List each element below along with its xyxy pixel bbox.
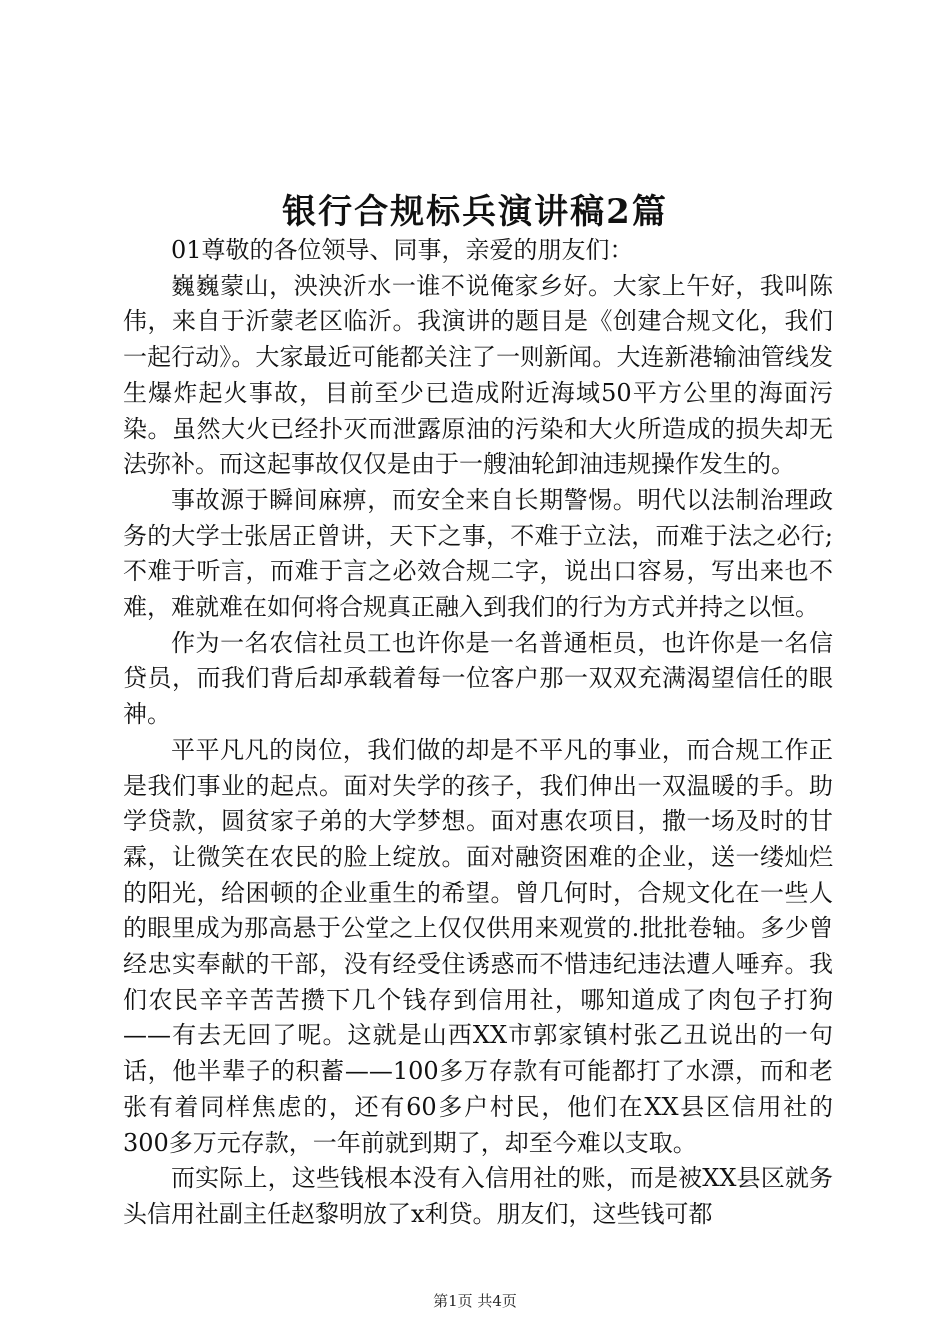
paragraph: 事故源于瞬间麻痹，而安全来自长期警惕。明代以法制治理政务的大学士张居正曾讲，天下之事，不难于立法，而难于法之必行;不难于听言，而难于言之必效合规二字，说出口容易，写出来也不难，难就难在如何将合规真正融入到我们的行为方式并持之以恒。: [123, 485, 833, 622]
document-body: [123, 233, 833, 1233]
paragraph: 平平凡凡的岗位，我们做的却是不平凡的事业，而合规工作正是我们事业的起点。面对失学的孩子，我们伸出一双温暖的手。助学贷款，圆贫家子弟的大学梦想。面对惠农项目，撒一场及时的甘霖，让微笑在农民的脸上绽放。面对融资困难的企业，送一缕灿烂的阳光，给困顿的企业重生的希望。曾几何时，合规文化在一些人的眼里成为那高悬于公堂之上仅仅供用来观赏的.批批卷轴。多少曾经忠实奉献的干部，没有经受住诱惑而不惜违纪违法遭人唾弃。我们农民辛辛苦苦攒下几个钱存到信用社，哪知道成了肉包子打狗——有去无回了呢。这就是山西XX市郭家镇村张乙丑说出的一句话，他半辈子的积蓄——100多万存款有可能都打了水漂，而和老张有着同样焦虑的，还有60多户村民，他们在XX县区信用社的300多万元存款，一年前就到期了，却至今难以支取。: [123, 735, 833, 1157]
paragraph: 01尊敬的各位领导、同事，亲爱的朋友们：: [171, 236, 634, 264]
paragraph: 作为一名农信社员工也许你是一名普通柜员，也许你是一名信贷员，而我们背后却承载着每一位客户那一双双充满渴望信任的眼神。: [123, 628, 833, 729]
paragraph: 巍巍蒙山，泱泱沂水一谁不说俺家乡好。大家上午好，我叫陈伟，来自于沂蒙老区临沂。我演讲的题目是《创建合规文化，我们一起行动》。大家最近可能都关注了一则新闻。大连新港输油管线发生爆炸起火事故，目前至少已造成附近海域50平方公里的海面污染。虽然大火已经扑灭而泄露原油的污染和大火所造成的损失却无法弥补。而这起事故仅仅是由于一艘油轮卸油违规操作发生的。: [123, 271, 833, 479]
document-title: 银行合规标兵演讲稿2篇: [282, 192, 668, 232]
paragraph: 而实际上，这些钱根本没有入信用社的账，而是被XX县区就务头信用社副主任赵黎明放了x利贷。朋友们，这些钱可都: [123, 1164, 833, 1228]
page-footer: 第1页 共4页: [433, 1292, 517, 1310]
